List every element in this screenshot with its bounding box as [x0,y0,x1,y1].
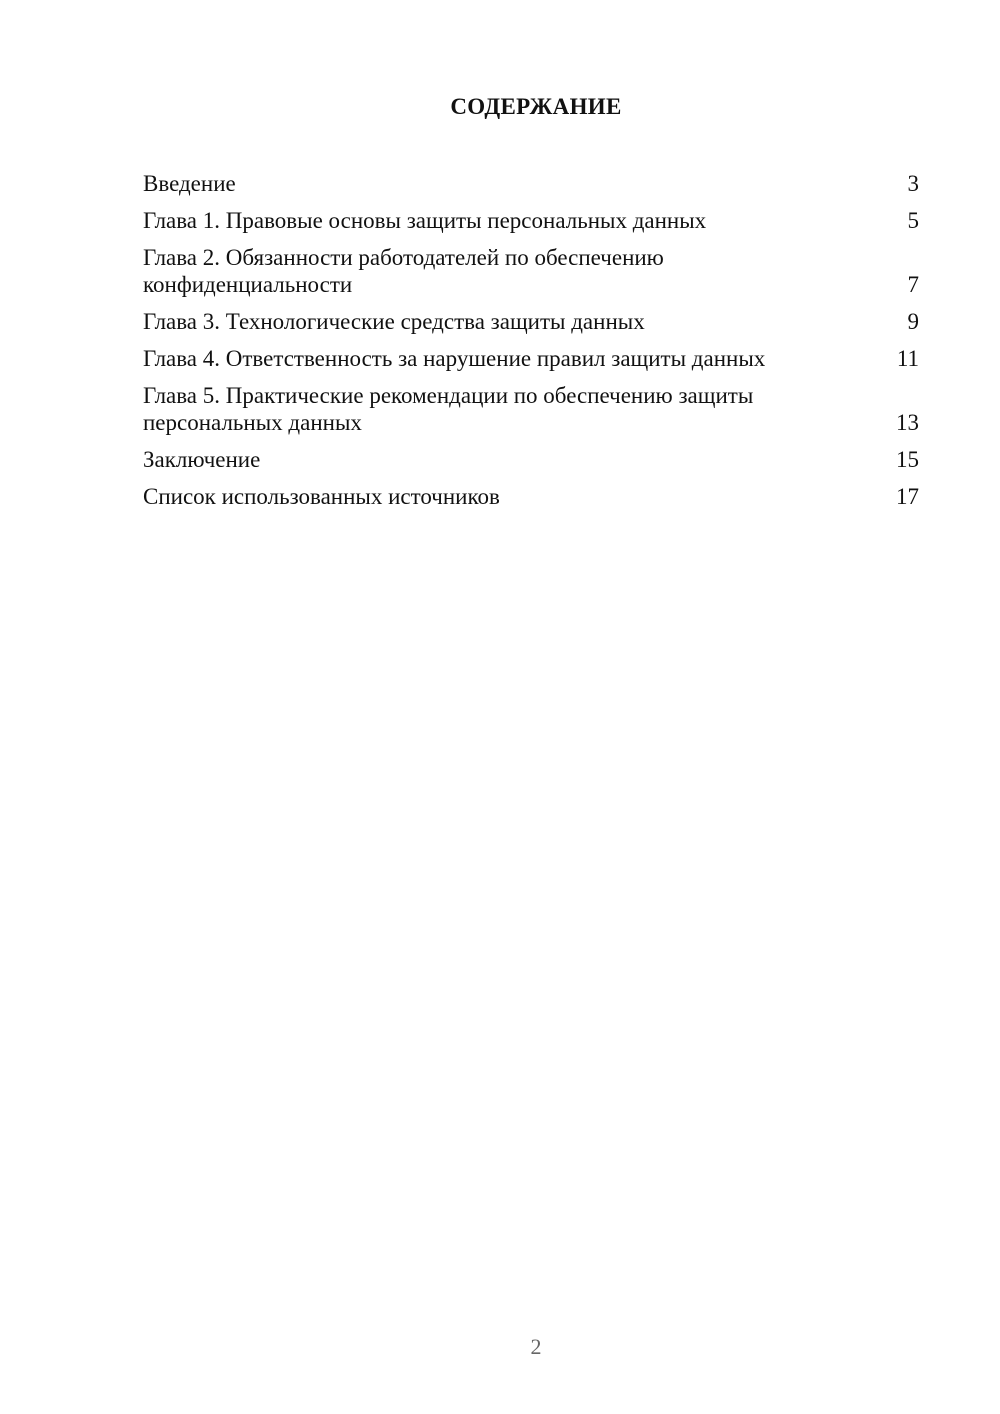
toc-entry [143,207,919,234]
toc-entry [143,170,919,197]
toc-entry-title: Заключение [143,447,261,472]
toc-entry-page: 13 [896,410,919,435]
toc-entry-page: 15 [896,447,919,472]
toc-entry-page: 9 [907,309,919,334]
toc-entry-page: 5 [907,208,919,233]
toc-entry-title: Глава 2. Обязанности работодателей по обеспечению конфиденциальности [143,245,664,297]
toc-entry-page: 3 [907,171,919,196]
toc-entry [143,308,919,335]
toc-entry-title: Глава 3. Технологические средства защиты данных [143,309,645,334]
page-number: 2 [530,1334,542,1359]
toc-entry-page: 7 [907,272,919,297]
toc-entry-title: Глава 1. Правовые основы защиты персональных данных [143,208,707,233]
toc-entry-title: Глава 5. Практические рекомендации по обеспечению защиты персональных данных [143,383,754,435]
toc-entry-page: 11 [896,346,919,371]
toc-entry [143,244,919,298]
page-title: СОДЕРЖАНИЕ [450,94,622,119]
table-of-contents [143,170,919,520]
toc-entry [143,483,919,510]
toc-entry-page: 17 [896,484,919,509]
toc-entry-title: Список использованных источников [143,484,500,509]
toc-entry [143,345,919,372]
toc-entry-title: Глава 4. Ответственность за нарушение правил защиты данных [143,346,766,371]
toc-entry [143,382,919,436]
toc-entry-title: Введение [143,171,236,196]
toc-entry [143,446,919,473]
